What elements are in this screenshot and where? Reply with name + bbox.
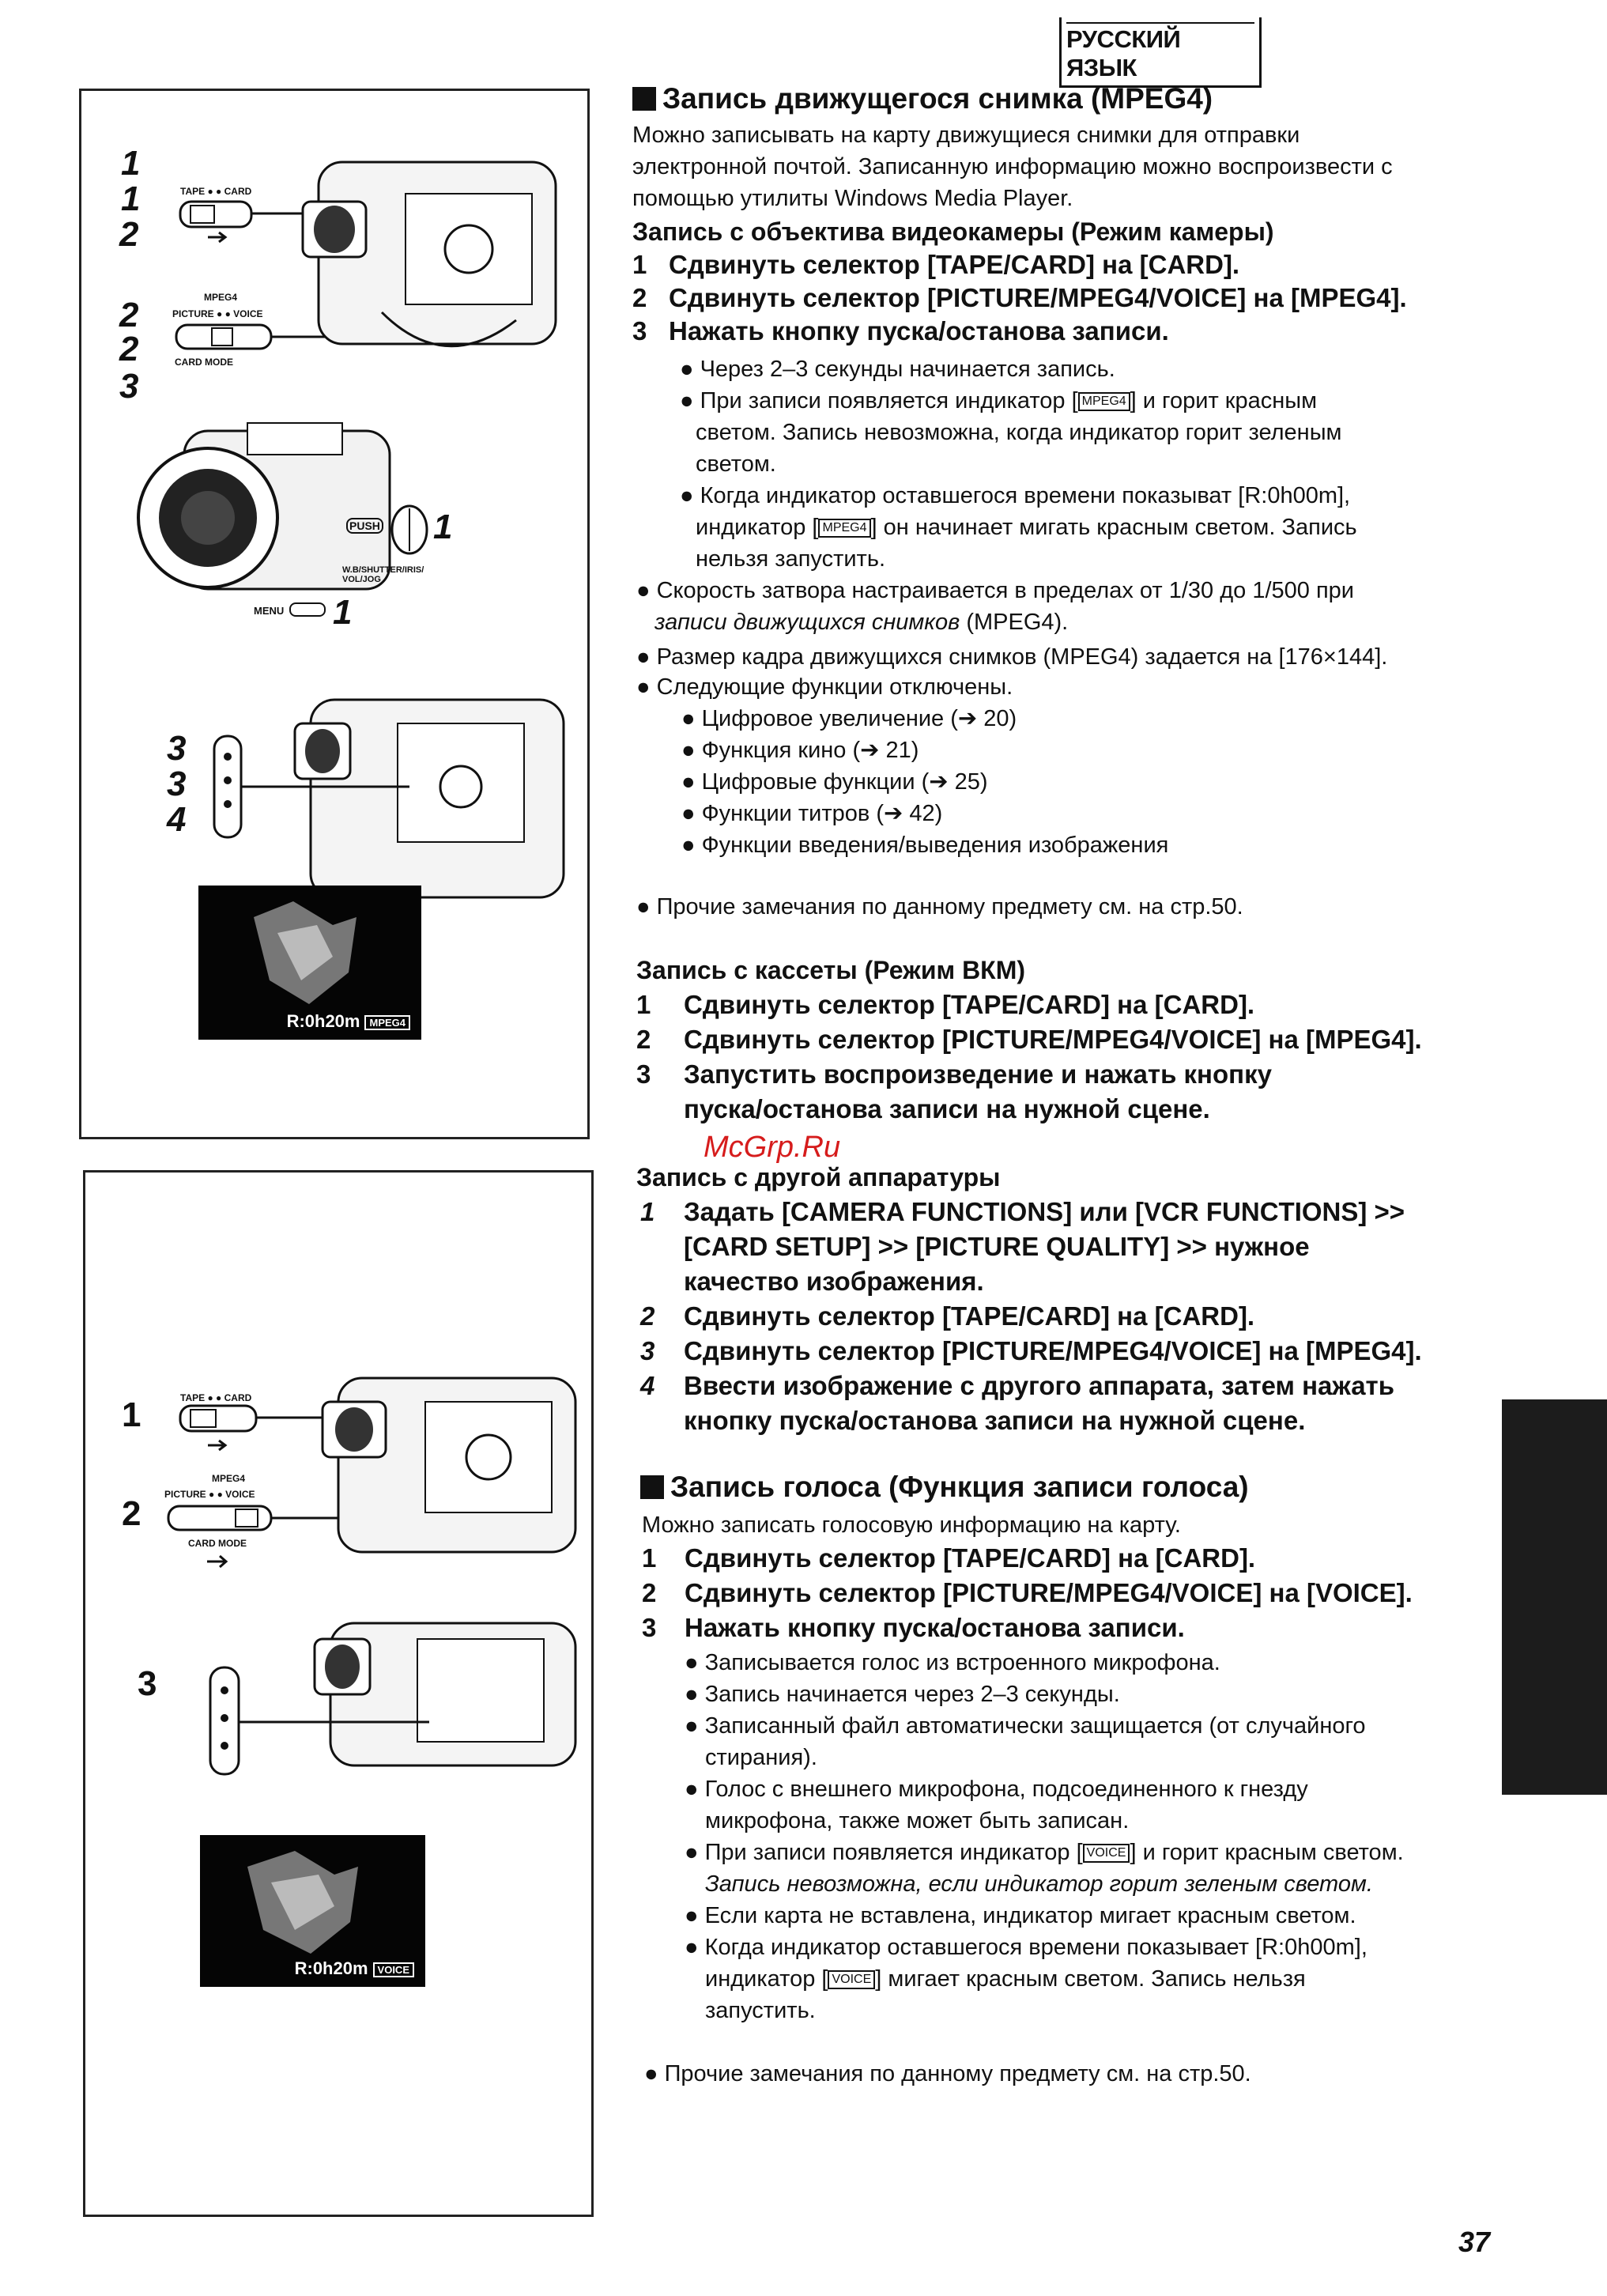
step-item — [632, 283, 1407, 313]
bullet-continuation: индикатор [ VOICE ] мигает красным светом. Запись нельзя — [705, 1966, 1306, 1992]
step-item — [632, 250, 1239, 280]
step-number: 3 — [642, 1613, 657, 1642]
bullet-item: ● Записанный файл автоматически защищается (от случайного — [685, 1713, 1366, 1739]
mpeg4-label: MPEG4 — [204, 292, 238, 303]
step-text: Сдвинуть селектор [TAPE/CARD] на [CARD]. — [684, 1301, 1255, 1331]
step-label: 3 — [138, 1664, 157, 1703]
step-number: 2 — [636, 1025, 651, 1054]
step-label: 3 — [167, 729, 187, 768]
lcd-screen-preview — [198, 886, 421, 1040]
step-text: Задать [CAMERA FUNCTIONS] или [VCR FUNCTIONS] >> — [684, 1197, 1405, 1226]
step-label: 2 — [119, 296, 139, 334]
bullet-item: ● Если карта не вставлена, индикатор мигает красным светом. — [685, 1903, 1356, 1928]
remaining-time-display — [295, 1958, 414, 1979]
step-label: 2 — [122, 1494, 141, 1533]
tape-card-label: TAPE ● ● CARD — [180, 186, 252, 197]
card-mode-label: CARD MODE — [188, 1538, 247, 1549]
illustration-panel-voice — [83, 1170, 594, 2217]
note-item: ● Размер кадра движущихся снимков (MPEG4) задается на [176×144]. — [636, 644, 1388, 670]
step-number: 2 — [632, 283, 647, 312]
camcorder-illustration — [307, 1354, 591, 1568]
step-label: 4 — [167, 800, 187, 839]
bullet-continuation: микрофона, также может быть записан. — [705, 1808, 1130, 1833]
picture-voice-label: PICTURE ● ● VOICE — [164, 1489, 255, 1500]
push-label: PUSH — [346, 518, 383, 534]
step-number: 3 — [636, 1059, 651, 1089]
step-label: 1 — [333, 593, 353, 632]
bullet-continuation: нельзя запустить. — [696, 546, 886, 572]
mpeg4-label: MPEG4 — [212, 1473, 246, 1484]
menu-label: MENU — [254, 605, 285, 617]
language-tab — [1059, 17, 1262, 88]
subheading-vcr-mode: Запись с кассеты (Режим ВКМ) — [636, 956, 1026, 984]
menu-button-icon — [289, 602, 328, 619]
picture-voice-label: PICTURE ● ● VOICE — [172, 308, 263, 319]
step-number: 2 — [642, 1578, 657, 1607]
wb-shutter-label: W.B/SHUTTER/IRIS/ VOL/JOG — [342, 565, 424, 584]
section-title: Запись голоса (Функция записи голоса) — [670, 1471, 1249, 1503]
remaining-time-display — [287, 1011, 410, 1032]
step-text: Нажать кнопку пуска/останова записи. — [669, 316, 1169, 346]
intro-line: Можно записывать на карту движущиеся снимки для отправки — [632, 123, 1300, 148]
record-button-icon — [204, 1663, 433, 1781]
intro-line: электронной почтой. Записанную информацию можно воспроизвести с — [632, 154, 1393, 179]
bullet-item: ● При записи появляется индикатор [ MPEG4 ] и горит красным — [680, 388, 1318, 414]
disabled-function-item: ● Функции титров (➔ 42) — [681, 801, 943, 826]
step-number: 2 — [640, 1301, 655, 1331]
watermark: McGrp.Ru — [704, 1131, 841, 1164]
step-continuation: кнопку пуска/останова записи на нужной сцене. — [684, 1406, 1306, 1435]
step-text: Сдвинуть селектор [TAPE/CARD] на [CARD]. — [669, 250, 1240, 279]
bullet-continuation: Запись невозможна, если индикатор горит зеленым светом. — [705, 1871, 1373, 1897]
bullet-item: ● Запись начинается через 2–3 секунды. — [685, 1682, 1120, 1707]
bullet-item: ● Через 2–3 секунды начинается запись. — [680, 357, 1115, 382]
step-text: Сдвинуть селектор [PICTURE/MPEG4/VOICE] на [VOICE]. — [685, 1578, 1413, 1607]
step-label: 1 — [121, 179, 141, 218]
note-item: ● Прочие замечания по данному предмету см. на стр.50. — [636, 894, 1243, 920]
step-text: Ввести изображение с другого аппарата, затем нажать — [684, 1371, 1394, 1400]
step-label: 2 — [119, 215, 139, 254]
step-item — [640, 1336, 1422, 1366]
step-item — [642, 1543, 1255, 1573]
step-item — [640, 1301, 1254, 1331]
step-text: Запустить воспроизведение и нажать кнопку — [684, 1059, 1272, 1089]
bullet-continuation: стирания). — [705, 1745, 817, 1770]
section-heading-mpeg4 — [632, 84, 1213, 114]
step-item — [632, 316, 1169, 346]
bullet-item: ● Когда индикатор оставшегося времени показыват [R:0h00m], — [680, 483, 1351, 508]
step-item — [636, 990, 1254, 1020]
note-item: ● Прочие замечания по данному предмету см. на стр.50. — [644, 2061, 1251, 2086]
section-title: Запись движущегося снимка (MPEG4) — [662, 82, 1213, 115]
step-text: Сдвинуть селектор [PICTURE/MPEG4/VOICE] на [MPEG4]. — [669, 283, 1407, 312]
mpeg4-indicator-icon: MPEG4 — [1078, 392, 1130, 411]
disabled-function-item: ● Цифровые функции (➔ 25) — [681, 769, 988, 795]
section-heading-voice — [640, 1472, 1249, 1502]
illustration-panel-mpeg4 — [79, 89, 590, 1139]
step-item — [640, 1197, 1405, 1227]
step-number: 3 — [640, 1336, 655, 1365]
step-number: 1 — [636, 990, 651, 1019]
step-label: 1 — [122, 1395, 141, 1434]
jog-dial-icon — [386, 502, 433, 557]
note-item: ● Следующие функции отключены. — [636, 674, 1013, 700]
bullet-continuation: светом. Запись невозможна, когда индикатор горит зеленым — [696, 420, 1342, 445]
intro-line: Можно записать голосовую информацию на карту. — [642, 1512, 1181, 1538]
page-number: 37 — [1458, 2226, 1491, 2258]
bullet-continuation: индикатор [ MPEG4 ] он начинает мигать красным светом. Запись — [696, 515, 1357, 540]
card-mode-label: CARD MODE — [175, 357, 233, 368]
bullet-item: ● Голос с внешнего микрофона, подсоединенного к гнезду — [685, 1777, 1308, 1802]
step-continuation: пуска/останова записи на нужной сцене. — [684, 1094, 1210, 1123]
mpeg4-indicator-icon: MPEG4 — [818, 519, 870, 538]
step-continuation: [CARD SETUP] >> [PICTURE QUALITY] >> нужное — [684, 1232, 1310, 1261]
voice-indicator-icon: VOICE — [1083, 1844, 1130, 1863]
step-item — [642, 1613, 1185, 1643]
remaining-time: R:0h20m — [294, 1958, 368, 1978]
step-item — [636, 1025, 1422, 1055]
disabled-function-item: ● Функции введения/выведения изображения — [681, 833, 1169, 858]
step-item — [640, 1371, 1394, 1401]
voice-indicator: VOICE — [373, 1962, 414, 1977]
subheading-camera-mode: Запись с объектива видеокамеры (Режим камеры) — [632, 217, 1274, 246]
step-label: 1 — [433, 508, 453, 546]
subheading-other-device: Запись с другой аппаратуры — [636, 1163, 1001, 1191]
mpeg4-indicator: MPEG4 — [364, 1015, 410, 1030]
arrow-right-icon — [204, 1550, 236, 1574]
step-number: 4 — [640, 1371, 655, 1400]
step-label: 3 — [119, 367, 139, 406]
bullet-item: ● При записи появляется индикатор [ VOICE ] и горит красным светом. — [685, 1840, 1404, 1865]
disabled-function-item: ● Цифровое увеличение (➔ 20) — [681, 706, 1017, 731]
side-index-tab — [1502, 1399, 1607, 1795]
step-text: Сдвинуть селектор [TAPE/CARD] на [CARD]. — [684, 990, 1255, 1019]
step-number: 1 — [632, 250, 647, 279]
lcd-screen-preview — [200, 1835, 425, 1987]
note-item: ● Скорость затвора настраивается в пределах от 1/30 до 1/500 при — [636, 578, 1355, 603]
language-tab-label: РУССКИЙ ЯЗЫК — [1066, 22, 1254, 82]
step-label: 2 — [119, 330, 139, 368]
step-number: 1 — [642, 1543, 657, 1573]
square-bullet-icon — [640, 1475, 664, 1499]
disabled-function-item: ● Функция кино (➔ 21) — [681, 738, 919, 763]
step-item — [636, 1059, 1272, 1089]
record-button-icon — [208, 731, 413, 842]
step-text: Нажать кнопку пуска/останова записи. — [685, 1613, 1185, 1642]
step-continuation: качество изображения. — [684, 1267, 984, 1296]
step-text: Сдвинуть селектор [PICTURE/MPEG4/VOICE] на [MPEG4]. — [684, 1025, 1422, 1054]
bullet-continuation: светом. — [696, 451, 776, 477]
step-number: 1 — [640, 1197, 655, 1226]
voice-indicator-icon: VOICE — [828, 1970, 875, 1989]
note-continuation: записи движущихся снимков (MPEG4). — [654, 610, 1069, 635]
tape-card-label: TAPE ● ● CARD — [180, 1392, 252, 1403]
step-text: Сдвинуть селектор [PICTURE/MPEG4/VOICE] на [MPEG4]. — [684, 1336, 1422, 1365]
bullet-item: ● Когда индикатор оставшегося времени показывает [R:0h00m], — [685, 1935, 1367, 1960]
step-item — [642, 1578, 1413, 1608]
step-text: Сдвинуть селектор [TAPE/CARD] на [CARD]. — [685, 1543, 1256, 1573]
square-bullet-icon — [632, 87, 656, 111]
intro-line: помощью утилиты Windows Media Player. — [632, 186, 1073, 211]
camcorder-illustration — [287, 138, 579, 407]
step-label: 1 — [121, 144, 141, 183]
bullet-item: ● Записывается голос из встроенного микрофона. — [685, 1650, 1220, 1675]
remaining-time: R:0h20m — [286, 1011, 360, 1031]
step-label: 3 — [167, 765, 187, 803]
bullet-continuation: запустить. — [705, 1998, 816, 2023]
step-number: 3 — [632, 316, 647, 346]
